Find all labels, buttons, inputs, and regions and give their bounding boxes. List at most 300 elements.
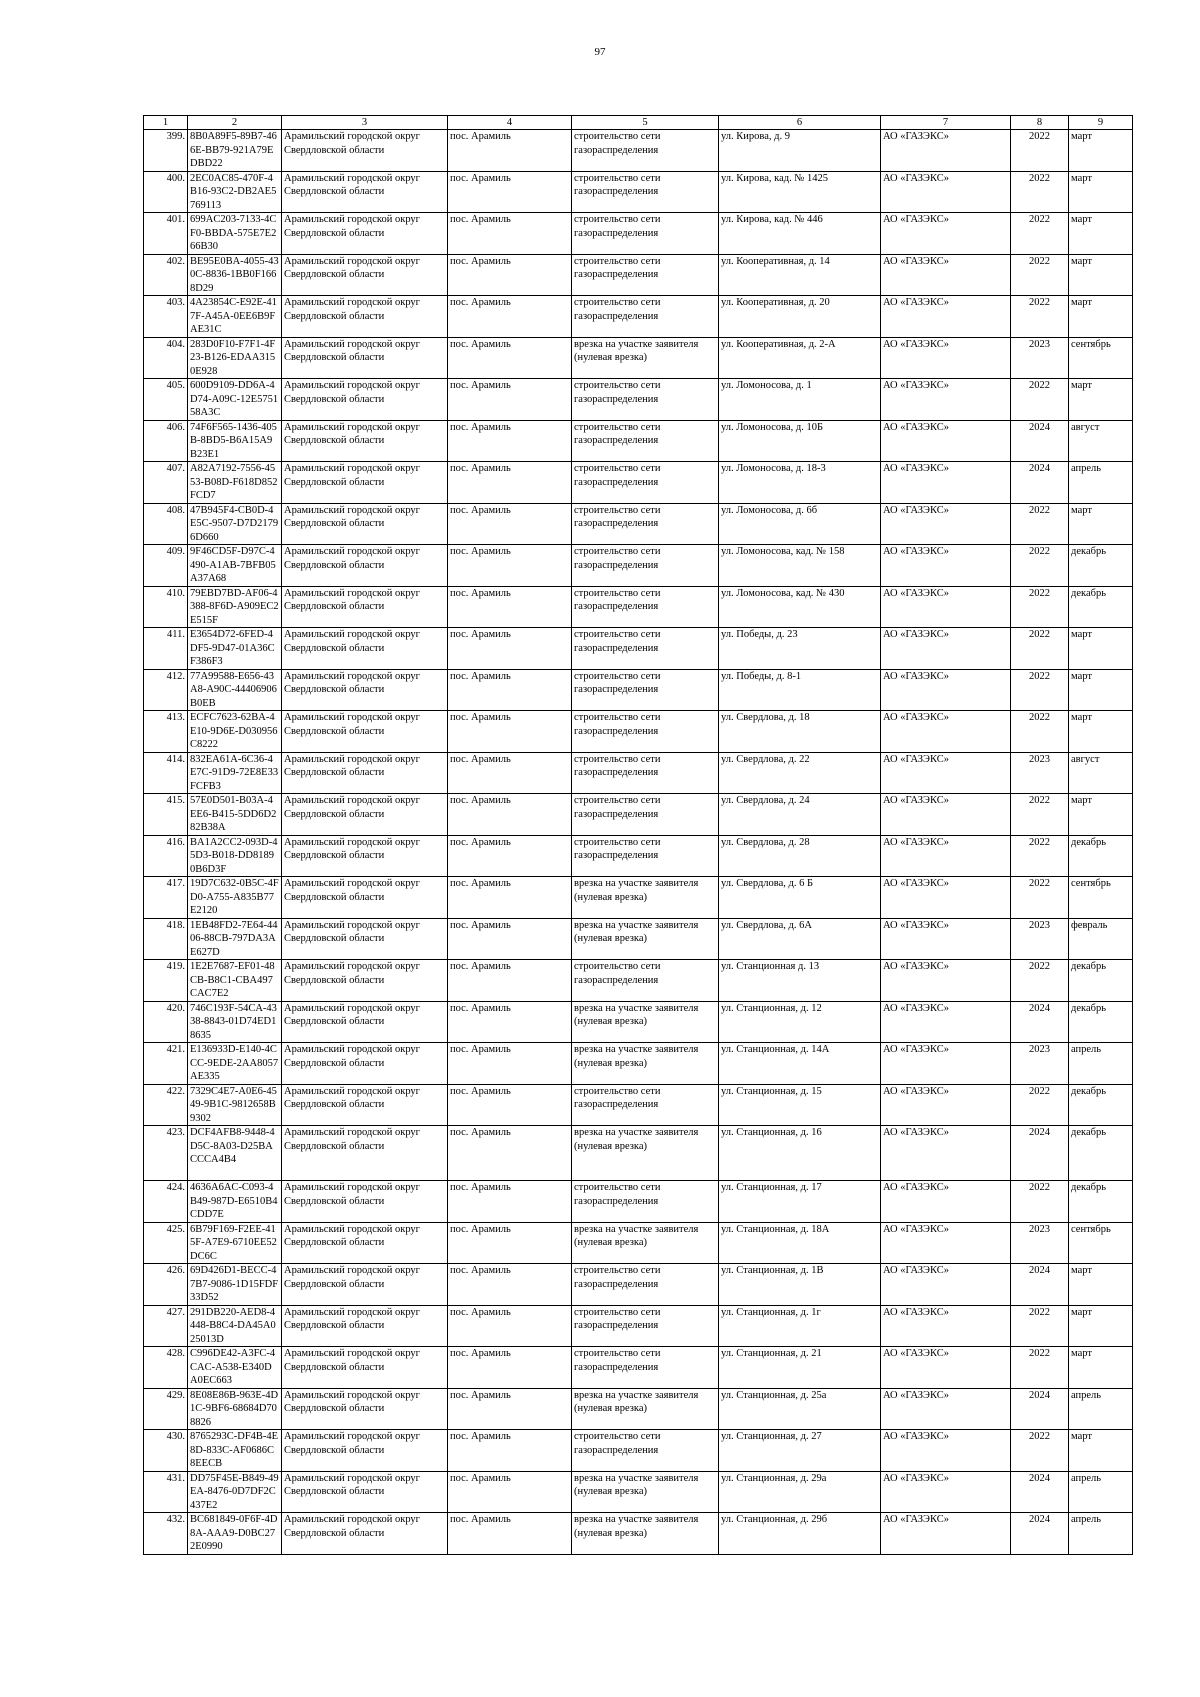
year-cell: 2022 — [1011, 1181, 1069, 1223]
table-row — [144, 1126, 1133, 1181]
settlement-cell: пос. Арамиль — [448, 420, 572, 462]
work-type-cell: строительство сети газораспределения — [572, 752, 719, 794]
header-cell-3: 3 — [282, 116, 448, 130]
work-type-cell: строительство сети газораспределения — [572, 794, 719, 836]
month-cell: апрель — [1069, 1043, 1133, 1085]
header-cell-6: 6 — [719, 116, 881, 130]
month-cell: март — [1069, 503, 1133, 545]
row-number-cell: 419. — [144, 960, 188, 1002]
year-cell: 2023 — [1011, 752, 1069, 794]
address-cell: ул. Победы, д. 23 — [719, 628, 881, 670]
municipality-cell: Арамильский городской округ Свердловской области — [282, 545, 448, 587]
object-id-cell: 283D0F10-F7F1-4F23-B126-EDAA3150E928 — [188, 337, 282, 379]
object-id-cell: 1E2E7687-EF01-48CB-B8C1-CBA497CAC7E2 — [188, 960, 282, 1002]
work-type-cell: врезка на участке заявителя (нулевая врезка) — [572, 337, 719, 379]
object-id-cell: 74F6F565-1436-405B-8BD5-B6A15A9B23E1 — [188, 420, 282, 462]
row-number-cell: 425. — [144, 1222, 188, 1264]
table-row — [144, 669, 1133, 711]
object-id-cell: 69D426D1-BECC-47B7-9086-1D15FDF33D52 — [188, 1264, 282, 1306]
year-cell: 2022 — [1011, 1347, 1069, 1389]
table-row — [144, 1222, 1133, 1264]
municipality-cell: Арамильский городской округ Свердловской области — [282, 1001, 448, 1043]
organization-cell: АО «ГАЗЭКС» — [881, 835, 1011, 877]
month-cell: март — [1069, 1264, 1133, 1306]
row-number-cell: 429. — [144, 1388, 188, 1430]
organization-cell: АО «ГАЗЭКС» — [881, 1430, 1011, 1472]
header-cell-4: 4 — [448, 116, 572, 130]
month-cell: апрель — [1069, 462, 1133, 504]
month-cell: сентябрь — [1069, 1222, 1133, 1264]
table-row — [144, 1001, 1133, 1043]
municipality-cell: Арамильский городской округ Свердловской области — [282, 337, 448, 379]
object-id-cell: 19D7C632-0B5C-4FD0-A755-A835B77E2120 — [188, 877, 282, 919]
settlement-cell: пос. Арамиль — [448, 1305, 572, 1347]
month-cell: март — [1069, 1430, 1133, 1472]
organization-cell: АО «ГАЗЭКС» — [881, 1388, 1011, 1430]
row-number-cell: 432. — [144, 1513, 188, 1555]
row-number-cell: 421. — [144, 1043, 188, 1085]
month-cell: апрель — [1069, 1513, 1133, 1555]
settlement-cell: пос. Арамиль — [448, 462, 572, 504]
address-cell: ул. Станционная, д. 12 — [719, 1001, 881, 1043]
settlement-cell: пос. Арамиль — [448, 835, 572, 877]
month-cell: март — [1069, 379, 1133, 421]
month-cell: декабрь — [1069, 586, 1133, 628]
settlement-cell: пос. Арамиль — [448, 503, 572, 545]
settlement-cell: пос. Арамиль — [448, 1001, 572, 1043]
table-row — [144, 130, 1133, 172]
table-row — [144, 877, 1133, 919]
table-row — [144, 213, 1133, 255]
row-number-cell: 414. — [144, 752, 188, 794]
row-number-cell: 405. — [144, 379, 188, 421]
address-cell: ул. Станционная, д. 17 — [719, 1181, 881, 1223]
month-cell: март — [1069, 1347, 1133, 1389]
table-row — [144, 835, 1133, 877]
object-id-cell: 291DB220-AED8-4448-B8C4-DA45A025013D — [188, 1305, 282, 1347]
row-number-cell: 404. — [144, 337, 188, 379]
year-cell: 2022 — [1011, 379, 1069, 421]
settlement-cell: пос. Арамиль — [448, 669, 572, 711]
object-id-cell: BC681849-0F6F-4D8A-AAA9-D0BC272E0990 — [188, 1513, 282, 1555]
month-cell: декабрь — [1069, 960, 1133, 1002]
object-id-cell: 699AC203-7133-4CF0-BBDA-575E7E266B30 — [188, 213, 282, 255]
month-cell: февраль — [1069, 918, 1133, 960]
organization-cell: АО «ГАЗЭКС» — [881, 130, 1011, 172]
work-type-cell: врезка на участке заявителя (нулевая врезка) — [572, 1001, 719, 1043]
municipality-cell: Арамильский городской округ Свердловской области — [282, 254, 448, 296]
header-cell-7: 7 — [881, 116, 1011, 130]
month-cell: апрель — [1069, 1388, 1133, 1430]
row-number-cell: 412. — [144, 669, 188, 711]
work-type-cell: строительство сети газораспределения — [572, 1181, 719, 1223]
address-cell: ул. Свердлова, д. 22 — [719, 752, 881, 794]
year-cell: 2022 — [1011, 877, 1069, 919]
settlement-cell: пос. Арамиль — [448, 877, 572, 919]
work-type-cell: строительство сети газораспределения — [572, 960, 719, 1002]
address-cell: ул. Станционная, д. 29б — [719, 1513, 881, 1555]
settlement-cell: пос. Арамиль — [448, 1222, 572, 1264]
table-row — [144, 586, 1133, 628]
header-cell-5: 5 — [572, 116, 719, 130]
table-row — [144, 1513, 1133, 1555]
address-cell: ул. Свердлова, д. 6 Б — [719, 877, 881, 919]
header-row — [144, 116, 1133, 130]
work-type-cell: врезка на участке заявителя (нулевая врезка) — [572, 1388, 719, 1430]
organization-cell: АО «ГАЗЭКС» — [881, 254, 1011, 296]
object-id-cell: 7329C4E7-A0E6-4549-9B1C-9812658B9302 — [188, 1084, 282, 1126]
table-row — [144, 503, 1133, 545]
settlement-cell: пос. Арамиль — [448, 545, 572, 587]
municipality-cell: Арамильский городской округ Свердловской области — [282, 1513, 448, 1555]
work-type-cell: врезка на участке заявителя (нулевая врезка) — [572, 1222, 719, 1264]
settlement-cell: пос. Арамиль — [448, 752, 572, 794]
organization-cell: АО «ГАЗЭКС» — [881, 1305, 1011, 1347]
organization-cell: АО «ГАЗЭКС» — [881, 1513, 1011, 1555]
municipality-cell: Арамильский городской округ Свердловской области — [282, 171, 448, 213]
settlement-cell: пос. Арамиль — [448, 711, 572, 753]
table-row — [144, 1043, 1133, 1085]
object-id-cell: C996DE42-A3FC-4CAC-A538-E340DA0EC663 — [188, 1347, 282, 1389]
settlement-cell: пос. Арамиль — [448, 1084, 572, 1126]
row-number-cell: 402. — [144, 254, 188, 296]
row-number-cell: 418. — [144, 918, 188, 960]
work-type-cell: строительство сети газораспределения — [572, 669, 719, 711]
object-id-cell: 79EBD7BD-AF06-4388-8F6D-A909EC2E515F — [188, 586, 282, 628]
municipality-cell: Арамильский городской округ Свердловской области — [282, 462, 448, 504]
settlement-cell: пос. Арамиль — [448, 586, 572, 628]
address-cell: ул. Свердлова, д. 28 — [719, 835, 881, 877]
month-cell: март — [1069, 794, 1133, 836]
settlement-cell: пос. Арамиль — [448, 1471, 572, 1513]
year-cell: 2024 — [1011, 1264, 1069, 1306]
municipality-cell: Арамильский городской округ Свердловской области — [282, 420, 448, 462]
organization-cell: АО «ГАЗЭКС» — [881, 1471, 1011, 1513]
work-type-cell: строительство сети газораспределения — [572, 130, 719, 172]
organization-cell: АО «ГАЗЭКС» — [881, 752, 1011, 794]
object-id-cell: 746C193F-54CA-4338-8843-01D74ED18635 — [188, 1001, 282, 1043]
work-type-cell: строительство сети газораспределения — [572, 1084, 719, 1126]
year-cell: 2022 — [1011, 586, 1069, 628]
object-id-cell: 600D9109-DD6A-4D74-A09C-12E575158A3C — [188, 379, 282, 421]
object-id-cell: 77A99588-E656-43A8-A90C-44406906B0EB — [188, 669, 282, 711]
organization-cell: АО «ГАЗЭКС» — [881, 628, 1011, 670]
address-cell: ул. Свердлова, д. 6А — [719, 918, 881, 960]
object-id-cell: 1EB48FD2-7E64-4406-88CB-797DA3AE627D — [188, 918, 282, 960]
object-id-cell: 8765293C-DF4B-4E8D-833C-AF0686C8EECB — [188, 1430, 282, 1472]
address-cell: ул. Станционная, д. 18А — [719, 1222, 881, 1264]
row-number-cell: 401. — [144, 213, 188, 255]
organization-cell: АО «ГАЗЭКС» — [881, 960, 1011, 1002]
year-cell: 2023 — [1011, 1222, 1069, 1264]
work-type-cell: строительство сети газораспределения — [572, 1347, 719, 1389]
address-cell: ул. Ломоносова, д. 1 — [719, 379, 881, 421]
year-cell: 2022 — [1011, 835, 1069, 877]
municipality-cell: Арамильский городской округ Свердловской области — [282, 1126, 448, 1181]
address-cell: ул. Станционная, д. 1В — [719, 1264, 881, 1306]
settlement-cell: пос. Арамиль — [448, 171, 572, 213]
settlement-cell: пос. Арамиль — [448, 960, 572, 1002]
municipality-cell: Арамильский городской округ Свердловской области — [282, 1043, 448, 1085]
year-cell: 2024 — [1011, 1388, 1069, 1430]
year-cell: 2023 — [1011, 918, 1069, 960]
header-cell-9: 9 — [1069, 116, 1133, 130]
month-cell: сентябрь — [1069, 877, 1133, 919]
address-cell: ул. Станционная, д. 15 — [719, 1084, 881, 1126]
table-row — [144, 628, 1133, 670]
year-cell: 2024 — [1011, 1471, 1069, 1513]
year-cell: 2024 — [1011, 1001, 1069, 1043]
municipality-cell: Арамильский городской округ Свердловской области — [282, 918, 448, 960]
object-id-cell: 4636A6AC-C093-4B49-987D-E6510B4CDD7E — [188, 1181, 282, 1223]
table-row — [144, 1430, 1133, 1472]
organization-cell: АО «ГАЗЭКС» — [881, 545, 1011, 587]
organization-cell: АО «ГАЗЭКС» — [881, 462, 1011, 504]
work-type-cell: строительство сети газораспределения — [572, 1305, 719, 1347]
object-id-cell: 4A23854C-E92E-417F-A45A-0EE6B9FAE31C — [188, 296, 282, 338]
table-row — [144, 379, 1133, 421]
table-row — [144, 1347, 1133, 1389]
municipality-cell: Арамильский городской округ Свердловской области — [282, 794, 448, 836]
header-cell-2: 2 — [188, 116, 282, 130]
work-type-cell: строительство сети газораспределения — [572, 296, 719, 338]
work-type-cell: строительство сети газораспределения — [572, 545, 719, 587]
object-id-cell: 47B945F4-CB0D-4E5C-9507-D7D21796D660 — [188, 503, 282, 545]
month-cell: декабрь — [1069, 1181, 1133, 1223]
object-id-cell: 2EC0AC85-470F-4B16-93C2-DB2AE5769113 — [188, 171, 282, 213]
row-number-cell: 399. — [144, 130, 188, 172]
object-id-cell: BE95E0BA-4055-430C-8836-1BB0F1668D29 — [188, 254, 282, 296]
year-cell: 2024 — [1011, 1513, 1069, 1555]
settlement-cell: пос. Арамиль — [448, 1126, 572, 1181]
organization-cell: АО «ГАЗЭКС» — [881, 503, 1011, 545]
year-cell: 2022 — [1011, 669, 1069, 711]
object-id-cell: DCF4AFB8-9448-4D5C-8A03-D25BACCCA4B4 — [188, 1126, 282, 1181]
year-cell: 2024 — [1011, 420, 1069, 462]
municipality-cell: Арамильский городской округ Свердловской области — [282, 960, 448, 1002]
address-cell: ул. Станционная, д. 25а — [719, 1388, 881, 1430]
row-number-cell: 411. — [144, 628, 188, 670]
municipality-cell: Арамильский городской округ Свердловской области — [282, 711, 448, 753]
address-cell: ул. Кирова, кад. № 446 — [719, 213, 881, 255]
organization-cell: АО «ГАЗЭКС» — [881, 586, 1011, 628]
object-id-cell: 9F46CD5F-D97C-4490-A1AB-7BFB05A37A68 — [188, 545, 282, 587]
work-type-cell: врезка на участке заявителя (нулевая врезка) — [572, 1043, 719, 1085]
object-id-cell: 8E08E86B-963E-4D1C-9BF6-68684D708826 — [188, 1388, 282, 1430]
settlement-cell: пос. Арамиль — [448, 337, 572, 379]
address-cell: ул. Победы, д. 8-1 — [719, 669, 881, 711]
municipality-cell: Арамильский городской округ Свердловской области — [282, 1471, 448, 1513]
month-cell: декабрь — [1069, 1084, 1133, 1126]
organization-cell: АО «ГАЗЭКС» — [881, 379, 1011, 421]
work-type-cell: строительство сети газораспределения — [572, 1430, 719, 1472]
organization-cell: АО «ГАЗЭКС» — [881, 1043, 1011, 1085]
header-cell-8: 8 — [1011, 116, 1069, 130]
address-cell: ул. Ломоносова, кад. № 158 — [719, 545, 881, 587]
settlement-cell: пос. Арамиль — [448, 213, 572, 255]
municipality-cell: Арамильский городской округ Свердловской области — [282, 1347, 448, 1389]
row-number-cell: 423. — [144, 1126, 188, 1181]
address-cell: ул. Станционная, д. 14А — [719, 1043, 881, 1085]
work-type-cell: строительство сети газораспределения — [572, 213, 719, 255]
organization-cell: АО «ГАЗЭКС» — [881, 669, 1011, 711]
table-row — [144, 1305, 1133, 1347]
year-cell: 2022 — [1011, 171, 1069, 213]
table-row — [144, 1388, 1133, 1430]
work-type-cell: строительство сети газораспределения — [572, 628, 719, 670]
object-id-cell: A82A7192-7556-4553-B08D-F618D852FCD7 — [188, 462, 282, 504]
address-cell: ул. Свердлова, д. 18 — [719, 711, 881, 753]
row-number-cell: 415. — [144, 794, 188, 836]
settlement-cell: пос. Арамиль — [448, 1181, 572, 1223]
work-type-cell: врезка на участке заявителя (нулевая врезка) — [572, 918, 719, 960]
row-number-cell: 408. — [144, 503, 188, 545]
object-id-cell: 8B0A89F5-89B7-466E-BB79-921A79EDBD22 — [188, 130, 282, 172]
row-number-cell: 403. — [144, 296, 188, 338]
object-id-cell: 57E0D501-B03A-4EE6-B415-5DD6D282B38A — [188, 794, 282, 836]
year-cell: 2022 — [1011, 130, 1069, 172]
organization-cell: АО «ГАЗЭКС» — [881, 711, 1011, 753]
year-cell: 2022 — [1011, 628, 1069, 670]
month-cell: март — [1069, 213, 1133, 255]
address-cell: ул. Станционная, д. 27 — [719, 1430, 881, 1472]
address-cell: ул. Станционная д. 13 — [719, 960, 881, 1002]
row-number-cell: 424. — [144, 1181, 188, 1223]
settlement-cell: пос. Арамиль — [448, 918, 572, 960]
year-cell: 2022 — [1011, 503, 1069, 545]
municipality-cell: Арамильский городской округ Свердловской области — [282, 669, 448, 711]
municipality-cell: Арамильский городской округ Свердловской области — [282, 1264, 448, 1306]
municipality-cell: Арамильский городской округ Свердловской области — [282, 296, 448, 338]
row-number-cell: 430. — [144, 1430, 188, 1472]
settlement-cell: пос. Арамиль — [448, 296, 572, 338]
header-cell-1: 1 — [144, 116, 188, 130]
table-row — [144, 1181, 1133, 1223]
month-cell: декабрь — [1069, 1001, 1133, 1043]
work-type-cell: строительство сети газораспределения — [572, 254, 719, 296]
work-type-cell: строительство сети газораспределения — [572, 171, 719, 213]
settlement-cell: пос. Арамиль — [448, 1388, 572, 1430]
work-type-cell: строительство сети газораспределения — [572, 586, 719, 628]
row-number-cell: 422. — [144, 1084, 188, 1126]
organization-cell: АО «ГАЗЭКС» — [881, 420, 1011, 462]
object-id-cell: 832EA61A-6C36-4E7C-91D9-72E8E33FCFB3 — [188, 752, 282, 794]
table-row — [144, 462, 1133, 504]
settlement-cell: пос. Арамиль — [448, 254, 572, 296]
object-id-cell: DD75F45E-B849-49EA-8476-0D7DF2C437E2 — [188, 1471, 282, 1513]
organization-cell: АО «ГАЗЭКС» — [881, 1126, 1011, 1181]
year-cell: 2023 — [1011, 1043, 1069, 1085]
organization-cell: АО «ГАЗЭКС» — [881, 1222, 1011, 1264]
municipality-cell: Арамильский городской округ Свердловской области — [282, 1305, 448, 1347]
municipality-cell: Арамильский городской округ Свердловской области — [282, 213, 448, 255]
object-id-cell: 6B79F169-F2EE-415F-A7E9-6710EE52DC6C — [188, 1222, 282, 1264]
table-row — [144, 296, 1133, 338]
table-row — [144, 1471, 1133, 1513]
work-type-cell: строительство сети газораспределения — [572, 1264, 719, 1306]
municipality-cell: Арамильский городской округ Свердловской области — [282, 1222, 448, 1264]
municipality-cell: Арамильский городской округ Свердловской области — [282, 877, 448, 919]
organization-cell: АО «ГАЗЭКС» — [881, 1264, 1011, 1306]
work-type-cell: строительство сети газораспределения — [572, 462, 719, 504]
municipality-cell: Арамильский городской округ Свердловской области — [282, 1181, 448, 1223]
row-number-cell: 426. — [144, 1264, 188, 1306]
month-cell: март — [1069, 669, 1133, 711]
month-cell: март — [1069, 130, 1133, 172]
address-cell: ул. Ломоносова, д. 10Б — [719, 420, 881, 462]
year-cell: 2022 — [1011, 545, 1069, 587]
month-cell: август — [1069, 420, 1133, 462]
organization-cell: АО «ГАЗЭКС» — [881, 918, 1011, 960]
table-row — [144, 420, 1133, 462]
year-cell: 2022 — [1011, 213, 1069, 255]
address-cell: ул. Станционная, д. 16 — [719, 1126, 881, 1181]
municipality-cell: Арамильский городской округ Свердловской области — [282, 752, 448, 794]
settlement-cell: пос. Арамиль — [448, 1347, 572, 1389]
organization-cell: АО «ГАЗЭКС» — [881, 1181, 1011, 1223]
row-number-cell: 407. — [144, 462, 188, 504]
municipality-cell: Арамильский городской округ Свердловской области — [282, 503, 448, 545]
month-cell: апрель — [1069, 1471, 1133, 1513]
table-row — [144, 794, 1133, 836]
table-row — [144, 918, 1133, 960]
address-cell: ул. Кирова, кад. № 1425 — [719, 171, 881, 213]
municipality-cell: Арамильский городской округ Свердловской области — [282, 586, 448, 628]
settlement-cell: пос. Арамиль — [448, 1264, 572, 1306]
year-cell: 2022 — [1011, 711, 1069, 753]
row-number-cell: 428. — [144, 1347, 188, 1389]
row-number-cell: 400. — [144, 171, 188, 213]
organization-cell: АО «ГАЗЭКС» — [881, 1084, 1011, 1126]
address-cell: ул. Кооперативная, д. 2-А — [719, 337, 881, 379]
organization-cell: АО «ГАЗЭКС» — [881, 337, 1011, 379]
month-cell: сентябрь — [1069, 337, 1133, 379]
address-cell: ул. Ломоносова, кад. № 430 — [719, 586, 881, 628]
address-cell: ул. Станционная, д. 21 — [719, 1347, 881, 1389]
work-type-cell: строительство сети газораспределения — [572, 503, 719, 545]
month-cell: декабрь — [1069, 545, 1133, 587]
address-cell: ул. Кирова, д. 9 — [719, 130, 881, 172]
municipality-cell: Арамильский городской округ Свердловской области — [282, 1430, 448, 1472]
work-type-cell: строительство сети газораспределения — [572, 420, 719, 462]
row-number-cell: 409. — [144, 545, 188, 587]
organization-cell: АО «ГАЗЭКС» — [881, 1001, 1011, 1043]
work-type-cell: врезка на участке заявителя (нулевая врезка) — [572, 877, 719, 919]
address-cell: ул. Станционная, д. 1г — [719, 1305, 881, 1347]
month-cell: август — [1069, 752, 1133, 794]
month-cell: март — [1069, 628, 1133, 670]
row-number-cell: 417. — [144, 877, 188, 919]
address-cell: ул. Ломоносова, д. 18-3 — [719, 462, 881, 504]
municipality-cell: Арамильский городской округ Свердловской области — [282, 130, 448, 172]
year-cell: 2022 — [1011, 960, 1069, 1002]
work-type-cell: строительство сети газораспределения — [572, 711, 719, 753]
table-row — [144, 171, 1133, 213]
month-cell: декабрь — [1069, 1126, 1133, 1181]
settlement-cell: пос. Арамиль — [448, 379, 572, 421]
row-number-cell: 410. — [144, 586, 188, 628]
month-cell: март — [1069, 296, 1133, 338]
work-type-cell: строительство сети газораспределения — [572, 835, 719, 877]
address-cell: ул. Свердлова, д. 24 — [719, 794, 881, 836]
year-cell: 2024 — [1011, 1126, 1069, 1181]
month-cell: март — [1069, 171, 1133, 213]
table-row — [144, 1264, 1133, 1306]
settlement-cell: пос. Арамиль — [448, 1513, 572, 1555]
table-row — [144, 960, 1133, 1002]
municipality-cell: Арамильский городской округ Свердловской области — [282, 835, 448, 877]
row-number-cell: 431. — [144, 1471, 188, 1513]
